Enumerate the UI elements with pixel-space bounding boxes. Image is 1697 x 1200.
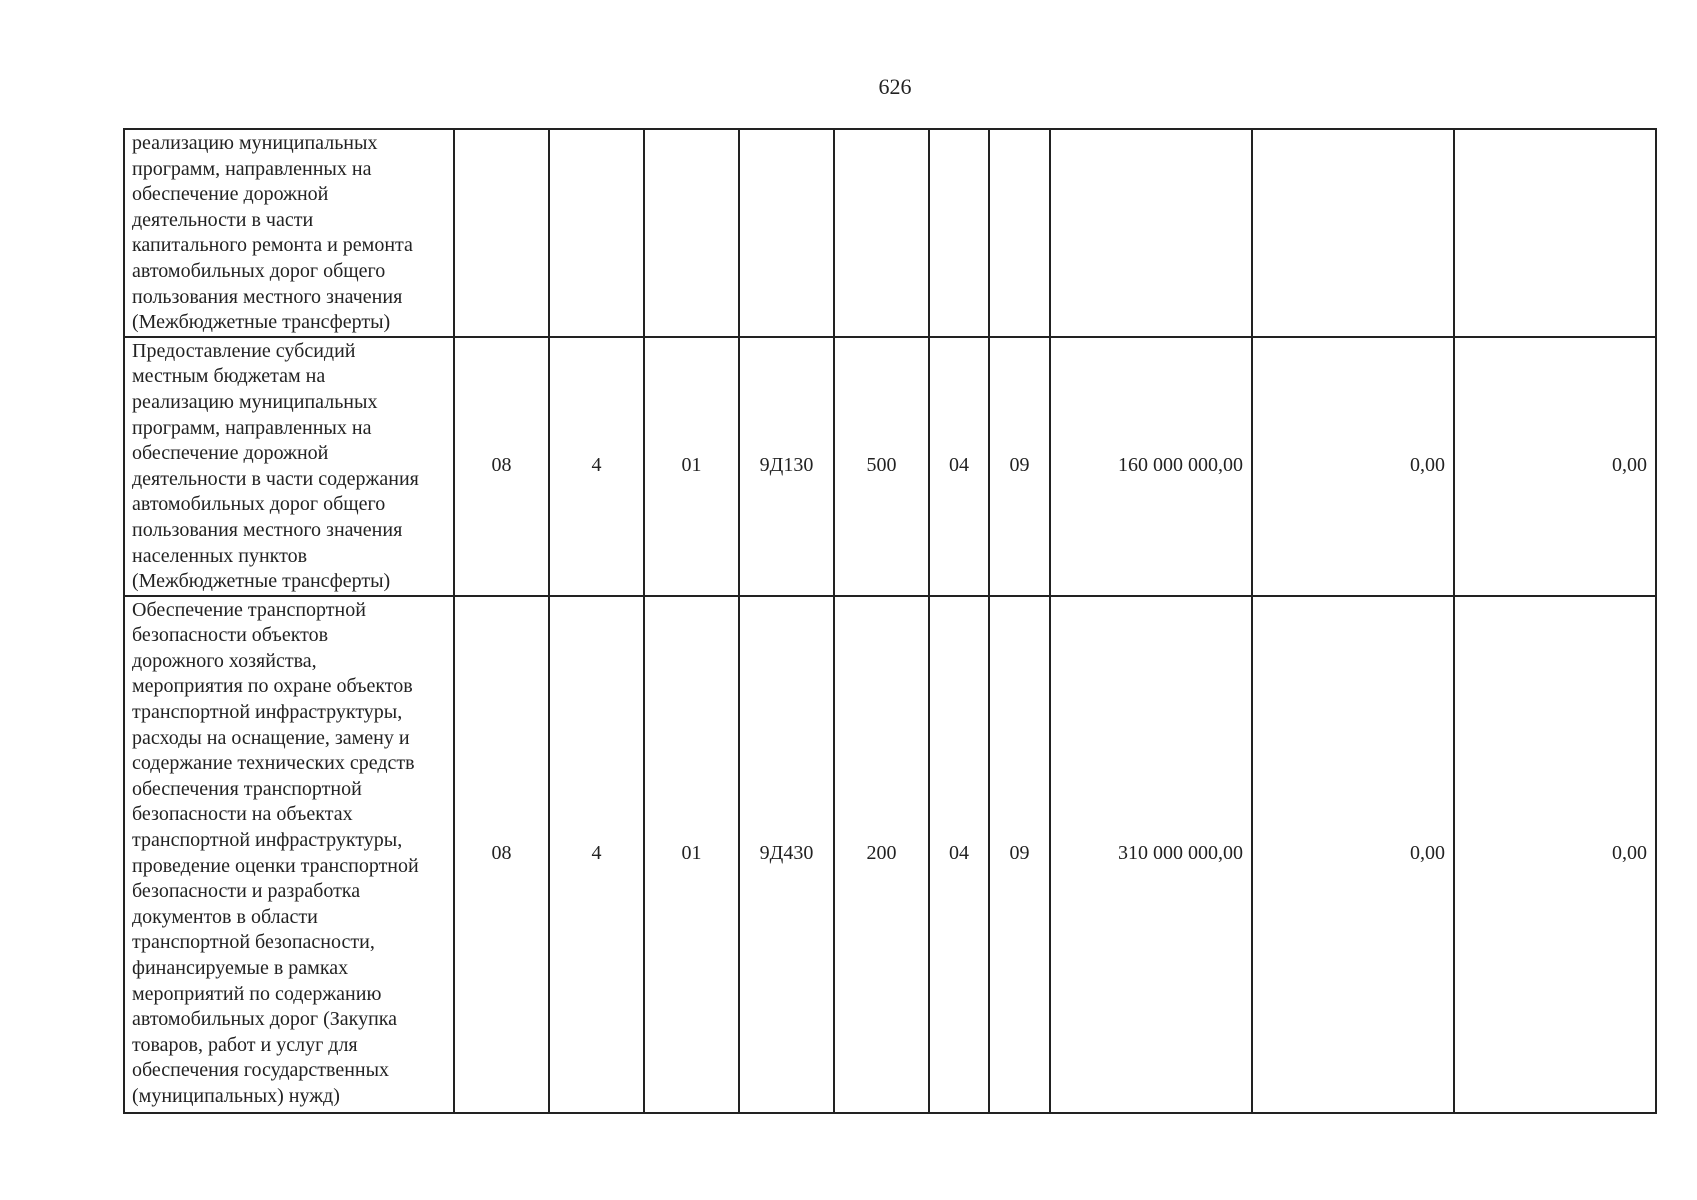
description-line: Обеспечение транспортной [132,598,366,621]
description-line: автомобильных дорог общего [132,493,386,516]
code-cell: 4 [549,337,644,596]
amount-cell: 0,00 [1252,596,1454,1113]
row-description [124,129,454,337]
description-line: обеспечение дорожной [132,183,329,206]
description-line: расходы на оснащение, замену и [132,726,410,749]
amount-cell [1252,129,1454,337]
description-line: обеспечения государственных [132,1059,390,1082]
description-line: программ, направленных на [132,416,372,439]
amount-cell: 0,00 [1454,337,1656,596]
amount-cell [1454,129,1656,337]
description-line: финансируемые в рамках [132,957,349,979]
code-cell [739,129,834,337]
description-line: реализацию муниципальных [132,132,378,154]
table-row [124,129,1656,337]
amount-cell [1050,129,1252,337]
amount-cell: 0,00 [1252,337,1454,596]
code-cell: 500 [834,337,929,596]
table-row [124,337,1656,596]
description-line: программ, направленных на [132,157,372,180]
description-line: содержание технических средств [132,752,415,775]
description-line: (Межбюджетные трансферты) [132,570,391,593]
code-cell: 01 [644,337,739,596]
description-line: (муниципальных) нужд) [132,1084,340,1107]
page-number: 626 [878,74,912,99]
code-cell: 04 [929,596,989,1113]
description-line: местным бюджетам на [132,365,326,388]
description-line: транспортной безопасности, [132,931,375,954]
code-cell [834,129,929,337]
row-description [124,337,454,596]
description-line: деятельности в части содержания [132,467,419,490]
table-row [124,596,1656,1113]
code-cell: 09 [989,596,1050,1113]
code-cell: 4 [549,596,644,1113]
description-line: реализацию муниципальных [132,390,378,413]
description-line: транспортной инфраструктуры, [132,829,403,852]
code-cell [644,129,739,337]
code-cell: 04 [929,337,989,596]
code-cell [989,129,1050,337]
amount-cell: 310 000 000,00 [1050,596,1252,1113]
code-cell: 9Д430 [739,596,834,1113]
code-cell [929,129,989,337]
description-line: населенных пунктов [132,544,308,567]
description-line: пользования местного значения [132,285,403,308]
description-line: Предоставление субсидий [132,339,356,362]
code-cell [454,129,549,337]
description-line: транспортной инфраструктуры, [132,701,403,724]
description-line: обеспечение дорожной [132,442,329,465]
description-line: мероприятия по охране объектов [132,675,413,698]
description-line: документов в области [132,905,318,928]
code-cell: 9Д130 [739,337,834,596]
description-line: товаров, работ и услуг для [132,1033,358,1056]
description-line: безопасности объектов [132,624,329,647]
description-line: деятельности в части [132,208,314,231]
description-line: капитального ремонта и ремонта [132,234,413,257]
description-line: проведение оценки транспортной [132,854,419,877]
description-line: дорожного хозяйства, [132,649,317,672]
code-cell: 01 [644,596,739,1113]
code-cell: 08 [454,596,549,1113]
row-description [124,596,454,1113]
amount-cell: 0,00 [1454,596,1656,1113]
description-line: безопасности на объектах [132,803,353,826]
description-line: обеспечения транспортной [132,777,362,800]
description-line: автомобильных дорог общего [132,259,386,282]
description-line: автомобильных дорог (Закупка [132,1008,398,1031]
code-cell: 08 [454,337,549,596]
amount-cell: 160 000 000,00 [1050,337,1252,596]
description-line: пользования местного значения [132,518,403,541]
description-line: безопасности и разработка [132,880,361,903]
code-cell: 200 [834,596,929,1113]
description-line: мероприятий по содержанию [132,982,382,1005]
code-cell: 09 [989,337,1050,596]
code-cell [549,129,644,337]
description-line: (Межбюджетные трансферты) [132,311,391,334]
budget-table [123,128,1657,1114]
